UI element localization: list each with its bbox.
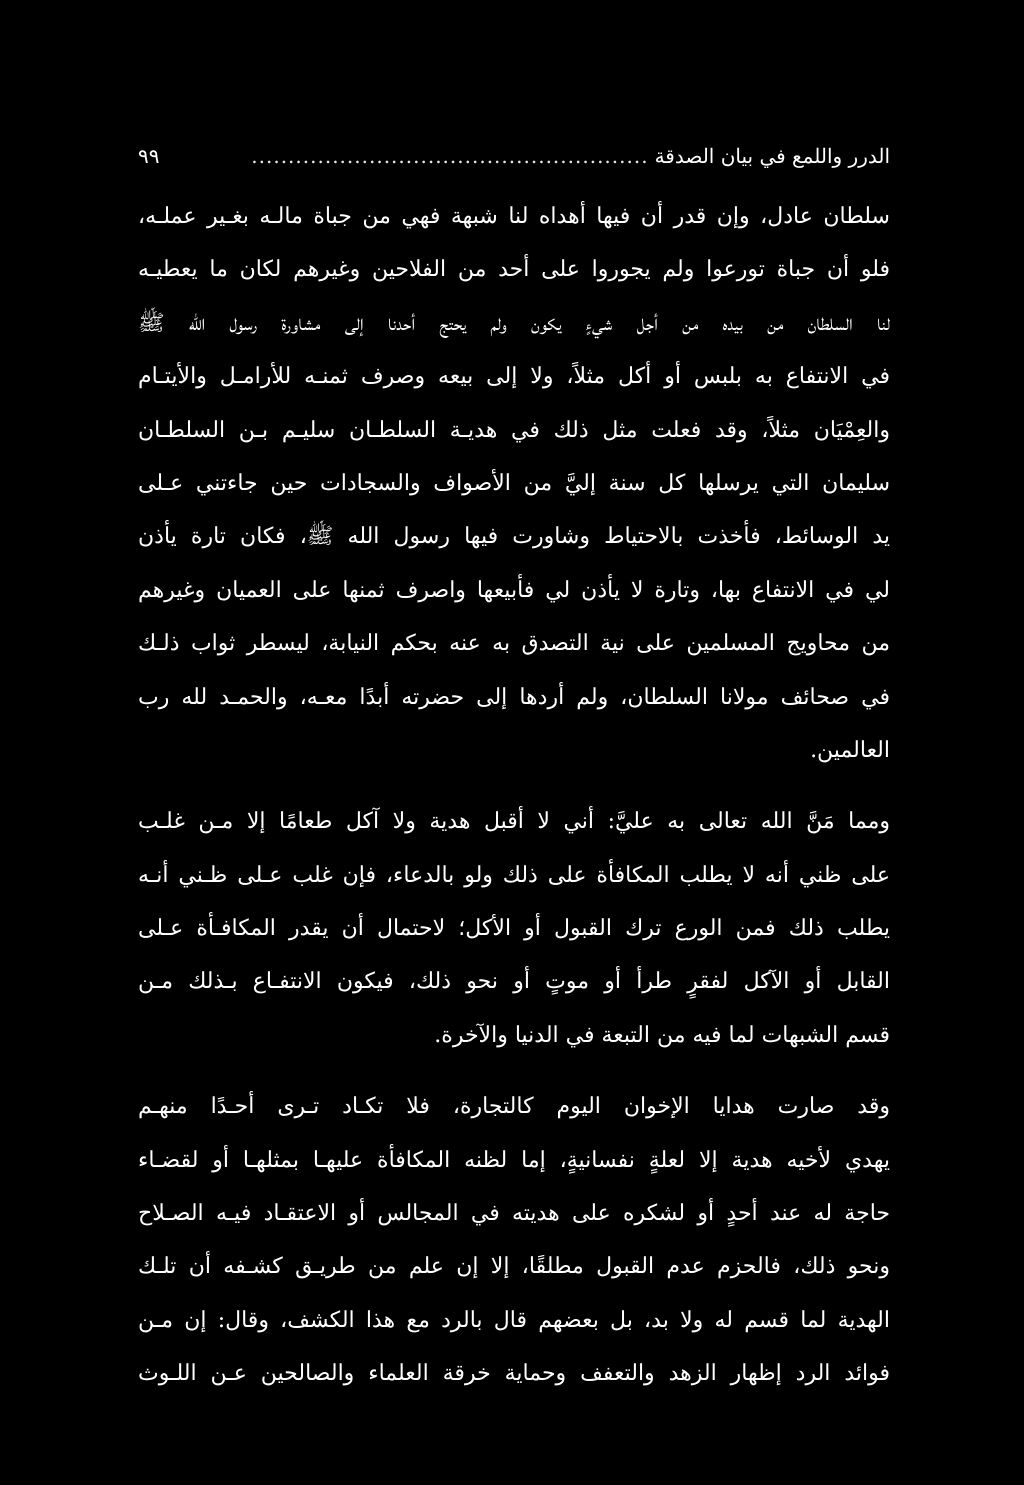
text-line: قسم الشبهات لما فيه من التبعة في الدنيا والآخرة. (434, 1022, 890, 1048)
text-line: على ظني أنه لا يطلب المكافأة على ذلك ولو بالدعاء، فإن غلب عـلى ظـني أنـه (138, 862, 890, 888)
text-line: والعِمْيَان مثلاً، وقد فعلت مثل ذلك في هديـة السلطـان سليـم بـن السلطـان (138, 417, 890, 443)
text-line: في الانتفاع به بلبس أو أكل مثلاً، ولا إلى بيعه وصرف ثمنـه للأرامـل والأيتـام (138, 364, 890, 390)
text-line: ونحو ذلك، فالحزم عدم القبول مطلقًا، إلا إن علم من طريـق كشـفه أن تلـك (138, 1254, 890, 1280)
text-line: من محاويج المسلمين على نية التصدق به عنه بحكم النيابة، ليسطر ثواب ذلـك (138, 631, 890, 657)
page-number: ٩٩ (138, 144, 160, 168)
body-text (138, 190, 890, 1401)
text-line: فوائد الرد إظهار الزهد والتعفف وحماية خرقة العلماء والصالحين عـن اللـوث (138, 1361, 890, 1387)
paragraph-gap (138, 1062, 890, 1080)
text-line: يطلب ذلك فمن الورع ترك القبول أو الأكل؛ لاحتمال أن يقدر المكافـأة عـلى (138, 916, 890, 942)
text-line: في صحائف مولانا السلطان، ولم أردها إلى حضرته أبدًا معـه، والحمـد لله رب (138, 684, 890, 710)
text-line: وقد صارت هدايا الإخوان اليوم كالتجارة، فلا تكـاد تـرى أحـدًا منهـم (138, 1094, 890, 1120)
leader-dots: ...................................................... (251, 144, 649, 168)
paragraph-1 (138, 190, 890, 777)
text-line: ومما مَنَّ الله تعالى به عليَّ: أني لا أقبل هدية ولا آكل طعامًا إلا مـن غلـب (138, 809, 890, 835)
text-line: سلطان عادل، وإن قدر أن فيها أهداه لنا شبهة فهي من جباة مالـه بغـير عملـه، (138, 204, 890, 229)
paragraph-3 (138, 1080, 890, 1400)
text-line: يهدي لأخيه هدية إلا لعلةٍ نفسانيةٍ، إما لظنه المكافأة عليهـا بمثلهـا أو لقضـاء (138, 1147, 890, 1173)
text-line: العالمين. (810, 737, 890, 763)
text-line: يد الوسائط، فأخذت بالاحتياط وشاورت فيها رسول الله ﷺ، فكان تارة يأذن (138, 524, 890, 550)
paragraph-gap (138, 777, 890, 795)
text-line: فلو أن جباة تورعوا ولم يجوروا على أحد من الفلاحين وغيرهم لكان ما يعطيـه (138, 257, 890, 283)
text-line: الهدية لما قسم له ولا بد، بل بعضهم قال بالرد مع هذا الكشف، وقال: إن مـن (138, 1307, 890, 1333)
text-line: حاجة له عند أحدٍ أو لشكره على هديته في المجالس أو الاعتقـاد فيـه الصـلاح (138, 1201, 890, 1227)
text-line: لي في الانتفاع بها، وتارة لا يأذن لي فأبيعها واصرف ثمنها على العميان وغيرهم (138, 577, 890, 603)
text-line: سليمان التي يرسلها كل سنة إليَّ من الأصواف والسجادات حين جاءتني عـلى (138, 470, 890, 496)
running-header (138, 136, 890, 176)
paragraph-2 (138, 795, 890, 1062)
text-line: لنا السلطان من بيده من أجل شيءٍ يكون ولم يحتج أحدنا إلى مشاورة رسول الله ﷺ (138, 310, 890, 336)
text-line: القابل أو الآكل لفقرٍ طرأ أو موتٍ أو نحو ذلك، فيكون الانتفـاع بـذلك مـن (138, 969, 890, 995)
running-header-title: الدرر واللمع في بيان الصدقة (654, 144, 890, 168)
